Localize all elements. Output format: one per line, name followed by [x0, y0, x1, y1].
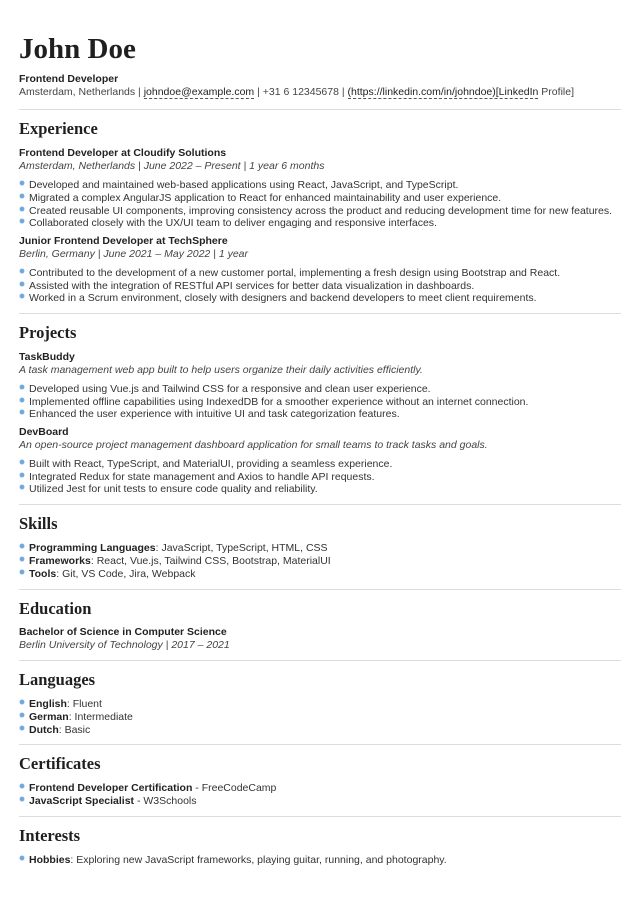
list-item: Enhanced the user experience with intuitive UI and task categorization features. — [19, 408, 621, 421]
list-item: Migrated a complex AngularJS application to React for enhanced maintainability and user experience. — [19, 192, 621, 205]
languages-section — [19, 660, 621, 736]
list-item: Worked in a Scrum environment, closely with designers and backend developers to meet client requirements. — [19, 292, 621, 305]
skills-section — [19, 504, 621, 580]
item-value: - FreeCodeCamp — [192, 782, 277, 795]
item-key: Tools — [29, 567, 57, 580]
project-entry — [19, 351, 621, 421]
skills-heading: Skills — [19, 514, 58, 534]
interests-list — [19, 854, 621, 867]
candidate-title: Frontend Developer — [19, 72, 119, 85]
list-item: Developed and maintained web-based applications using React, JavaScript, and TypeScript. — [19, 179, 621, 192]
list-item — [19, 782, 621, 795]
item-value: : Basic — [58, 723, 91, 736]
list-item — [19, 724, 621, 737]
item-key: Dutch — [29, 723, 59, 736]
contact-line — [19, 86, 621, 99]
contact-separator: | — [254, 85, 263, 98]
skills-list — [19, 542, 621, 580]
item-value: : Intermediate — [68, 710, 133, 723]
certificates-heading: Certificates — [19, 754, 101, 774]
item-key: Hobbies — [29, 853, 71, 866]
project-description: An open-source project management dashboard application for small teams to track tasks and goals. — [19, 438, 488, 451]
list-item — [19, 795, 621, 808]
list-item — [19, 568, 621, 581]
projects-heading: Projects — [19, 323, 77, 343]
list-item — [19, 854, 621, 867]
item-key: English — [29, 698, 67, 711]
project-bullets — [19, 383, 621, 421]
list-item: Utilized Jest for unit tests to ensure code quality and reliability. — [19, 483, 621, 496]
item-key: German — [29, 710, 69, 723]
job-meta: Berlin, Germany | June 2021 – May 2022 | 1 year — [19, 248, 248, 261]
candidate-name: John Doe — [19, 33, 136, 65]
job-bullets — [19, 179, 621, 230]
experience-section — [19, 109, 621, 305]
item-value: : React, Vue.js, Tailwind CSS, Bootstrap, MaterialUI — [90, 554, 331, 567]
list-item — [19, 698, 621, 711]
list-item: Collaborated closely with the UX/UI team to deliver engaging and responsive interfaces. — [19, 217, 621, 230]
degree: Bachelor of Science in Computer Science — [19, 626, 227, 639]
languages-heading: Languages — [19, 670, 96, 690]
resume-header — [19, 34, 621, 98]
project-bullets — [19, 458, 621, 496]
linkedin-suffix: Profile] — [538, 85, 574, 98]
contact-separator: | — [135, 85, 144, 98]
list-item — [19, 542, 621, 555]
languages-list — [19, 698, 621, 736]
list-item: Developed using Vue.js and Tailwind CSS for a responsive and clean user experience. — [19, 383, 621, 396]
project-description: A task management web app built to help users organize their daily activities efficiently. — [19, 363, 423, 376]
item-value: - W3Schools — [134, 795, 197, 808]
project-title: DevBoard — [19, 426, 69, 439]
item-key: Frameworks — [29, 554, 91, 567]
job-bullets — [19, 267, 621, 305]
list-item: Built with React, TypeScript, and MaterialUI, providing a seamless experience. — [19, 458, 621, 471]
job-title: Junior Frontend Developer at TechSphere — [19, 235, 228, 248]
location: Amsterdam, Netherlands — [19, 85, 136, 98]
item-value: : Exploring new JavaScript frameworks, playing guitar, running, and photography. — [70, 853, 447, 866]
list-item: Integrated Redux for state management and Axios to handle API requests. — [19, 471, 621, 484]
contact-separator: | — [338, 85, 348, 98]
education-meta: Berlin University of Technology | 2017 – 2021 — [19, 639, 230, 652]
item-key: Frontend Developer Certification — [29, 782, 193, 795]
certificates-section — [19, 744, 621, 808]
list-item: Implemented offline capabilities using IndexedDB for a smoother experience without an internet connection. — [19, 396, 621, 409]
linkedin-link[interactable]: (https://linkedin.com/in/johndoe)[LinkedIn — [347, 85, 539, 98]
interests-heading: Interests — [19, 826, 81, 845]
job-title: Frontend Developer at Cloudify Solutions — [19, 147, 227, 160]
list-item — [19, 555, 621, 568]
project-title: TaskBuddy — [19, 351, 75, 364]
job-meta: Amsterdam, Netherlands | June 2022 – Present | 1 year 6 months — [19, 160, 325, 173]
interests-section — [19, 816, 621, 867]
item-value: : Fluent — [66, 698, 102, 711]
project-entry — [19, 426, 621, 496]
list-item: Created reusable UI components, improving consistency across the product and reducing development time for new features. — [19, 205, 621, 218]
list-item: Contributed to the development of a new customer portal, implementing a fresh design using Bootstrap and React. — [19, 267, 621, 280]
item-value: : JavaScript, TypeScript, HTML, CSS — [155, 542, 328, 555]
certificates-list — [19, 782, 621, 808]
education-heading: Education — [19, 598, 92, 618]
experience-entry — [19, 147, 621, 230]
email-link[interactable]: johndoe@example.com — [143, 85, 255, 98]
phone: +31 6 12345678 — [262, 85, 339, 98]
experience-entry — [19, 235, 621, 305]
experience-heading: Experience — [19, 119, 98, 139]
education-section — [19, 589, 621, 653]
item-key: JavaScript Specialist — [29, 795, 135, 808]
list-item: Assisted with the integration of RESTful API services for better data visualization in dashboards. — [19, 280, 621, 293]
item-key: Programming Languages — [29, 542, 156, 555]
item-value: : Git, VS Code, Jira, Webpack — [56, 567, 196, 580]
projects-section — [19, 313, 621, 496]
list-item — [19, 711, 621, 724]
